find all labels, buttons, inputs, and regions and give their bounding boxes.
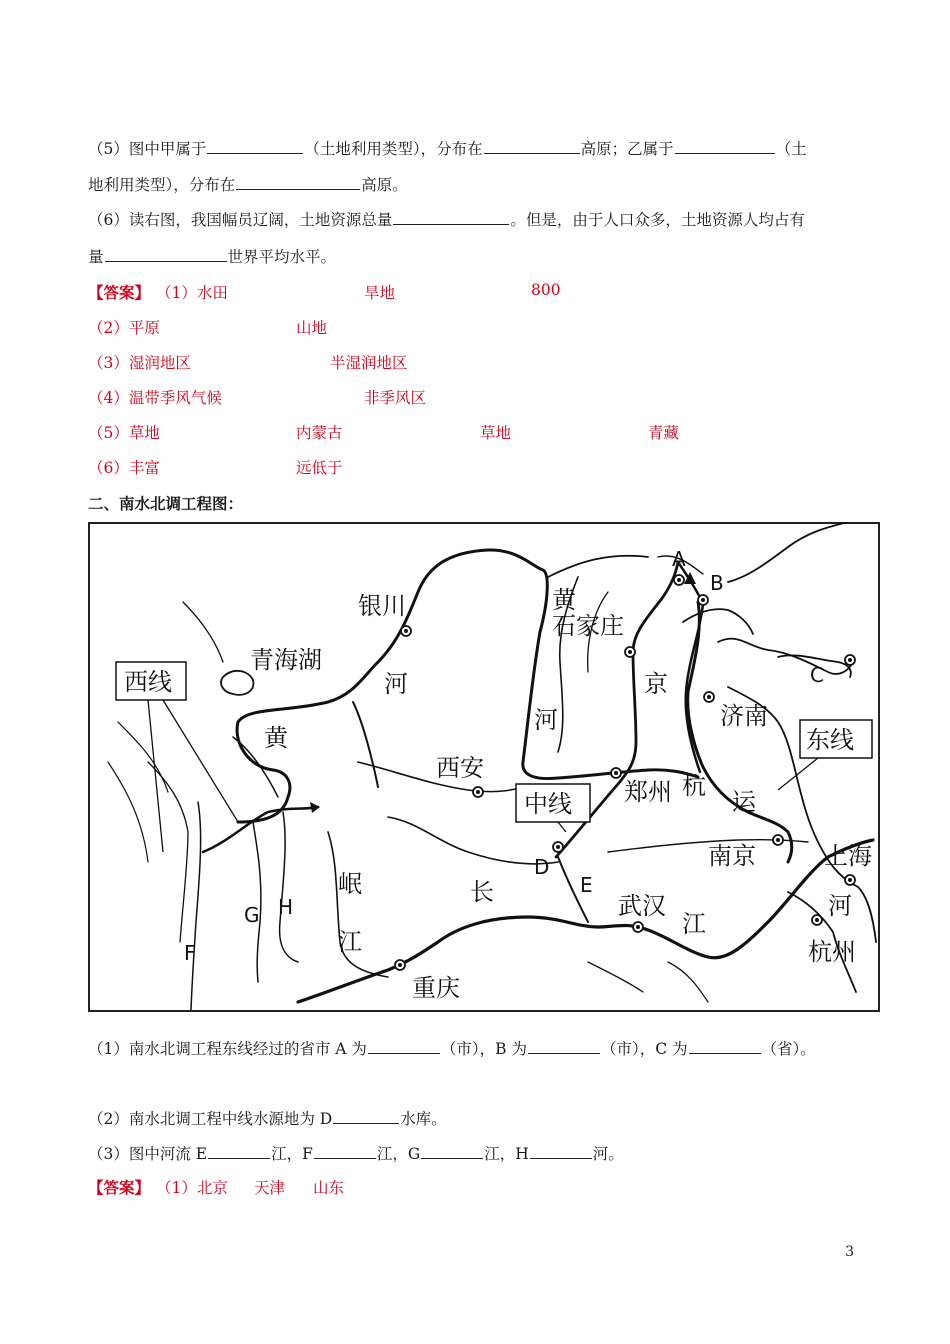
blank[interactable] [528,1039,600,1054]
blank[interactable] [689,1039,761,1054]
label-yun: 运 [732,788,756,816]
blank[interactable] [314,1144,376,1159]
answer: 800 [531,281,561,299]
label-hangzhou: 杭州 [808,938,856,966]
label-he3: 河 [828,892,852,920]
q5-text: （土 [775,140,807,158]
q5-text: （土地利用类型），分布在 [304,140,483,158]
q-text: 水库。 [400,1110,447,1128]
q-text: （省）。 [761,1040,816,1058]
map-border [89,523,879,1011]
answer: 远低于 [296,459,343,477]
blank[interactable] [675,139,775,154]
section-title: 二、南水北调工程图： [88,494,244,513]
q-text: （2）南水北调工程中线水源地为 D [88,1110,333,1128]
label-jiang: 江 [682,910,706,938]
answer: 半湿润地区 [330,354,408,372]
q6-line2 [88,245,336,267]
blank[interactable] [530,1144,592,1159]
label-huang2: 黄 [552,586,576,614]
q6-text: 量 [88,248,104,266]
answer: 非季风区 [364,389,427,407]
q6-line1 [88,208,805,230]
q6-text: （6）读右图，我国幅员辽阔，土地资源总量 [88,211,393,229]
answer-tag: 【答案】 [88,1178,151,1197]
q-text: （1）南水北调工程东线经过的省市 A 为 [88,1040,367,1058]
blank[interactable] [484,139,580,154]
label-jiang2: 江 [338,928,362,956]
label-G: G [244,903,260,927]
label-jinan: 济南 [720,702,768,730]
q5-line2 [88,173,408,195]
answer: （4）温带季风气候 [88,389,222,407]
label-xian: 西安 [436,754,484,782]
label-A: A [672,547,686,571]
answer: 内蒙古 [296,424,343,442]
q-text: 江，G [376,1145,421,1163]
q6-text: 世界平均水平。 [227,248,337,266]
q-text: （市），C 为 [601,1040,688,1058]
label-D: D [534,855,550,879]
q-text: 江，F [271,1145,313,1163]
answer: （3）湿润地区 [88,354,191,372]
label-he1: 河 [384,670,408,698]
label-chongqing: 重庆 [412,974,460,1002]
label-dongxian: 东线 [806,726,854,754]
blank[interactable] [421,1144,483,1159]
label-xixian: 西线 [124,668,172,696]
label-hang: 杭 [682,772,706,800]
q-text: （市），B 为 [440,1040,527,1058]
south-north-water-diversion-map [88,522,880,1012]
q5-text: 地利用类型），分布在 [88,176,236,194]
blank[interactable] [368,1039,440,1054]
answer: （1）水田 [156,284,228,302]
label-shanghai: 上海 [824,842,872,870]
blank[interactable] [236,175,360,190]
label-H: H [278,895,294,919]
answer: 山东 [313,1179,345,1197]
answer: （1）北京 [156,1179,228,1197]
q-text: 江，H [484,1145,529,1163]
answer: （5）草地 [88,424,160,442]
answer: （2）平原 [88,319,160,337]
label-F: F [184,941,196,965]
q6-text: 。但是，由于人口众多，土地资源人均占有 [510,211,805,229]
answer-tag: 【答案】 [88,283,151,302]
label-qinghaihu: 青海湖 [250,646,322,674]
label-jing: 京 [644,670,668,698]
label-chang: 长 [470,878,494,906]
label-zhongxian: 中线 [524,790,572,818]
q2-1 [88,1037,816,1059]
answer: （6）丰富 [88,459,160,477]
q-text: 河。 [592,1145,624,1163]
q2-3 [88,1142,624,1164]
blank[interactable] [207,139,303,154]
label-shijiazhuang: 石家庄 [552,612,624,640]
answer: 草地 [480,424,512,442]
label-yinchuan: 银川 [358,592,406,620]
page-number: 3 [845,1244,854,1260]
q5-text: 高原。 [361,176,408,194]
blank[interactable] [208,1144,270,1159]
label-he2: 河 [534,706,558,734]
blank[interactable] [105,247,227,262]
q5-line1 [88,137,807,159]
label-huang1: 黄 [264,724,288,752]
q-text: （3）图中河流 E [88,1145,208,1163]
q2-2 [88,1107,447,1129]
q5-text: （5）图中甲属于 [88,140,207,158]
label-B: B [710,571,724,595]
blank[interactable] [333,1109,399,1124]
answer: 天津 [254,1179,286,1197]
answer: 旱地 [364,284,396,302]
q5-text: 高原；乙属于 [580,140,674,158]
label-C: C [810,663,824,687]
label-zhengzhou: 郑州 [624,778,672,806]
label-wuhan: 武汉 [618,892,666,920]
answer: 青藏 [648,424,680,442]
blank[interactable] [393,210,509,225]
label-nanjing: 南京 [708,842,756,870]
label-min: 岷 [338,870,362,898]
label-E: E [580,873,593,897]
answer: 山地 [296,319,328,337]
